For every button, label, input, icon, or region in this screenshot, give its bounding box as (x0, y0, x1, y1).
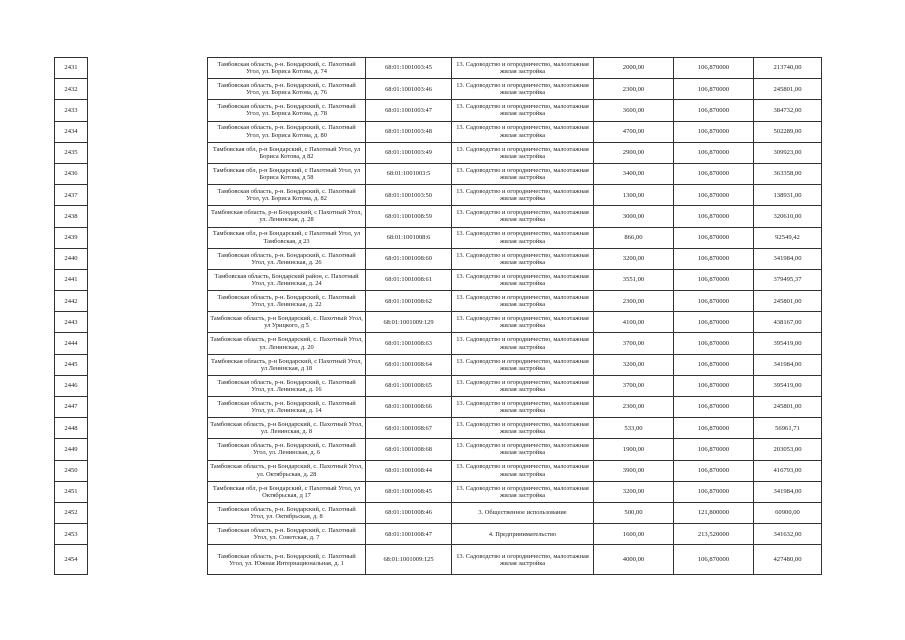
blank-column-cell (88, 524, 208, 545)
specific-value-cell: 106,870000 (674, 439, 754, 460)
area-cell: 4100,00 (594, 312, 674, 333)
table-row (55, 163, 822, 184)
table-row (55, 333, 822, 354)
cadastral-number-cell: 68:01:1001003:49 (366, 142, 452, 163)
specific-value-cell: 106,870000 (674, 545, 754, 575)
table-row (55, 312, 822, 333)
address-cell: Тамбовская область, р-н. Бондарский, с. Пахотный Угол, ул. Бориса Котова, д. 82 (208, 185, 366, 206)
cadastral-value-cell: 502289,00 (754, 121, 822, 142)
address-cell: Тамбовская область, р-н Бондарский, с Пахотный Угол, ул. Ленинская, д. 28 (208, 206, 366, 227)
row-number-cell: 2434 (55, 121, 88, 142)
row-number-cell: 2438 (55, 206, 88, 227)
address-cell: Тамбовская область, р-н. Бондарский, с. Пахотный Угол, ул. Бориса Котова, д. 76 (208, 79, 366, 100)
address-cell: Тамбовская обл, р-н Бондарский, с Пахотный Угол, ул Бориса Котова, д 82 (208, 142, 366, 163)
cadastral-number-cell: 68:01:1001008:6 (366, 227, 452, 248)
table-body (55, 58, 822, 575)
area-cell: 2300,00 (594, 291, 674, 312)
blank-column-cell (88, 439, 208, 460)
cadastral-value-cell: 309923,00 (754, 142, 822, 163)
address-cell: Тамбовская обл, р-н Бондарский, с Пахотный Угол, ул Тамбовская, д 23 (208, 227, 366, 248)
address-cell: Тамбовская область, р-н Бондарский, с. Пахотный Угол, ул. Ленинская, д. 8 (208, 418, 366, 439)
cadastral-number-cell: 68:01:1001003:5 (366, 163, 452, 184)
area-cell: 1900,00 (594, 439, 674, 460)
area-cell: 3900,00 (594, 460, 674, 481)
land-use-cell: 4. Предпринимательство (452, 524, 594, 545)
table-row (55, 185, 822, 206)
cadastral-number-cell: 68:01:1001008:65 (366, 375, 452, 396)
land-use-cell: 13. Садоводство и огородничество, малоэтажная жилая застройка (452, 206, 594, 227)
table-row (55, 524, 822, 545)
table-row (55, 291, 822, 312)
specific-value-cell: 106,870000 (674, 248, 754, 269)
area-cell: 1300,00 (594, 185, 674, 206)
specific-value-cell: 106,870000 (674, 291, 754, 312)
row-number-cell: 2451 (55, 481, 88, 502)
area-cell: 500,00 (594, 502, 674, 523)
blank-column-cell (88, 58, 208, 79)
cadastral-number-cell: 68:01:1001008:46 (366, 502, 452, 523)
address-cell: Тамбовская область, р-н. Бондарский, с. Пахотный Угол, ул. Советская, д. 7 (208, 524, 366, 545)
cadastral-value-cell: 56961,71 (754, 418, 822, 439)
row-number-cell: 2437 (55, 185, 88, 206)
table-row (55, 79, 822, 100)
land-use-cell: 13. Садоводство и огородничество, малоэтажная жилая застройка (452, 418, 594, 439)
land-use-cell: 13. Садоводство и огородничество, малоэтажная жилая застройка (452, 142, 594, 163)
address-cell: Тамбовская обл, р-н Бондарский, с Пахотный Угол, ул Октябрьская, д 17 (208, 481, 366, 502)
row-number-cell: 2447 (55, 397, 88, 418)
cadastral-value-cell: 60900,00 (754, 502, 822, 523)
row-number-cell: 2446 (55, 375, 88, 396)
cadastral-value-cell: 341984,00 (754, 248, 822, 269)
table-row (55, 354, 822, 375)
blank-column-cell (88, 545, 208, 575)
cadastral-value-cell: 379495,37 (754, 269, 822, 290)
address-cell: Тамбовская область, р-н Бондарский, с. Пахотный Угол, ул. Ленинская, д. 20 (208, 333, 366, 354)
address-cell: Тамбовская область, р-н. Бондарский, с. Пахотный Угол, ул. Ленинская, д. 26 (208, 248, 366, 269)
cadastral-value-cell: 341984,00 (754, 354, 822, 375)
cadastral-value-cell: 92549,42 (754, 227, 822, 248)
blank-column-cell (88, 100, 208, 121)
area-cell: 3400,00 (594, 163, 674, 184)
land-use-cell: 3. Общественное использование (452, 502, 594, 523)
address-cell: Тамбовская область, р-н. Бондарский, с. Пахотный Угол, ул. Октябрьская, д. 8 (208, 502, 366, 523)
blank-column-cell (88, 185, 208, 206)
cadastral-number-cell: 68:01:1001003:46 (366, 79, 452, 100)
cadastral-value-cell: 427480,00 (754, 545, 822, 575)
specific-value-cell: 106,870000 (674, 163, 754, 184)
row-number-cell: 2444 (55, 333, 88, 354)
land-use-cell: 13. Садоводство и огородничество, малоэтажная жилая застройка (452, 185, 594, 206)
row-number-cell: 2435 (55, 142, 88, 163)
land-use-cell: 13. Садоводство и огородничество, малоэтажная жилая застройка (452, 291, 594, 312)
blank-column-cell (88, 291, 208, 312)
area-cell: 3700,00 (594, 375, 674, 396)
area-cell: 4700,00 (594, 121, 674, 142)
table-row (55, 121, 822, 142)
area-cell: 2000,00 (594, 58, 674, 79)
area-cell: 3200,00 (594, 481, 674, 502)
land-cadastral-value-table (54, 57, 822, 575)
row-number-cell: 2440 (55, 248, 88, 269)
cadastral-number-cell: 68:01:1001008:68 (366, 439, 452, 460)
specific-value-cell: 106,870000 (674, 375, 754, 396)
cadastral-value-cell: 416793,00 (754, 460, 822, 481)
specific-value-cell: 106,870000 (674, 58, 754, 79)
land-use-cell: 13. Садоводство и огородничество, малоэтажная жилая застройка (452, 269, 594, 290)
table-row (55, 248, 822, 269)
specific-value-cell: 106,870000 (674, 79, 754, 100)
specific-value-cell: 106,870000 (674, 121, 754, 142)
row-number-cell: 2442 (55, 291, 88, 312)
cadastral-number-cell: 68:01:1001003:47 (366, 100, 452, 121)
cadastral-value-cell: 138931,00 (754, 185, 822, 206)
row-number-cell: 2452 (55, 502, 88, 523)
cadastral-value-cell: 395419,00 (754, 333, 822, 354)
cadastral-value-cell: 395419,00 (754, 375, 822, 396)
blank-column-cell (88, 502, 208, 523)
cadastral-number-cell: 68:01:1001008:44 (366, 460, 452, 481)
land-use-cell: 13. Садоводство и огородничество, малоэтажная жилая застройка (452, 481, 594, 502)
address-cell: Тамбовская область, р-н. Бондарский, с. Пахотный Угол, ул. Бориса Котова, д. 74 (208, 58, 366, 79)
cadastral-number-cell: 68:01:1001008:60 (366, 248, 452, 269)
land-use-cell: 13. Садоводство и огородничество, малоэтажная жилая застройка (452, 375, 594, 396)
cadastral-value-cell: 363358,00 (754, 163, 822, 184)
address-cell: Тамбовская область, р-н. Бондарский, с. Пахотный Угол, ул. Ленинская, д. 6 (208, 439, 366, 460)
blank-column-cell (88, 121, 208, 142)
address-cell: Тамбовская область, р-н. Бондарский, с. Пахотный Угол, ул. Ленинская, д. 16 (208, 375, 366, 396)
table-row (55, 397, 822, 418)
cadastral-number-cell: 68:01:1001008:63 (366, 333, 452, 354)
address-cell: Тамбовская область, р-н. Бондарский, с. Пахотный Угол, ул. Ленинская, д. 22 (208, 291, 366, 312)
cadastral-value-cell: 320610,00 (754, 206, 822, 227)
table-row (55, 502, 822, 523)
table-row (55, 142, 822, 163)
cadastral-number-cell: 68:01:1001008:67 (366, 418, 452, 439)
specific-value-cell: 106,870000 (674, 206, 754, 227)
cadastral-number-cell: 68:01:1001003:50 (366, 185, 452, 206)
row-number-cell: 2441 (55, 269, 88, 290)
land-use-cell: 13. Садоводство и огородничество, малоэтажная жилая застройка (452, 545, 594, 575)
cadastral-value-cell: 213740,00 (754, 58, 822, 79)
land-use-cell: 13. Садоводство и огородничество, малоэтажная жилая застройка (452, 227, 594, 248)
row-number-cell: 2448 (55, 418, 88, 439)
table-row (55, 269, 822, 290)
row-number-cell: 2431 (55, 58, 88, 79)
cadastral-value-cell: 245801,00 (754, 291, 822, 312)
cadastral-value-cell: 245801,00 (754, 397, 822, 418)
row-number-cell: 2453 (55, 524, 88, 545)
area-cell: 3700,00 (594, 333, 674, 354)
row-number-cell: 2432 (55, 79, 88, 100)
specific-value-cell: 106,870000 (674, 185, 754, 206)
address-cell: Тамбовская область, р-н. Бондарский, с. Пахотный Угол, ул. Бориса Котова, д. 80 (208, 121, 366, 142)
specific-value-cell: 213,520000 (674, 524, 754, 545)
specific-value-cell: 106,870000 (674, 460, 754, 481)
blank-column-cell (88, 460, 208, 481)
specific-value-cell: 106,870000 (674, 418, 754, 439)
land-use-cell: 13. Садоводство и огородничество, малоэтажная жилая застройка (452, 163, 594, 184)
table-row (55, 481, 822, 502)
table-row (55, 206, 822, 227)
row-number-cell: 2449 (55, 439, 88, 460)
table-row (55, 100, 822, 121)
cadastral-value-cell: 438167,00 (754, 312, 822, 333)
address-cell: Тамбовская область, р-н. Бондарский, с. Пахотный Угол, ул. Ленинская, д. 14 (208, 397, 366, 418)
area-cell: 533,00 (594, 418, 674, 439)
address-cell: Тамбовская область, р-н Бондарский, с Пахотный Угол, ул Ленинская, д 18 (208, 354, 366, 375)
blank-column-cell (88, 375, 208, 396)
cadastral-value-cell: 341984,00 (754, 481, 822, 502)
address-cell: Тамбовская область, р-н Бондарский, с. Пахотный Угол, ул Урицкого, д 5 (208, 312, 366, 333)
land-use-cell: 13. Садоводство и огородничество, малоэтажная жилая застройка (452, 79, 594, 100)
area-cell: 866,00 (594, 227, 674, 248)
blank-column-cell (88, 312, 208, 333)
area-cell: 2900,00 (594, 142, 674, 163)
area-cell: 1600,00 (594, 524, 674, 545)
table-row (55, 545, 822, 575)
cadastral-value-cell: 384732,00 (754, 100, 822, 121)
address-cell: Тамбовская область, р-н Бондарский, с. Пахотный Угол, ул. Октябрьская, д. 28 (208, 460, 366, 481)
land-use-cell: 13. Садоводство и огородничество, малоэтажная жилая застройка (452, 100, 594, 121)
blank-column-cell (88, 206, 208, 227)
row-number-cell: 2436 (55, 163, 88, 184)
land-use-cell: 13. Садоводство и огородничество, малоэтажная жилая застройка (452, 248, 594, 269)
cadastral-number-cell: 68:01:1001008:59 (366, 206, 452, 227)
land-use-cell: 13. Садоводство и огородничество, малоэтажная жилая застройка (452, 439, 594, 460)
blank-column-cell (88, 142, 208, 163)
address-cell: Тамбовская обл, р-н Бондарский, с Пахотный Угол, ул Бориса Котова, д 58 (208, 163, 366, 184)
cadastral-number-cell: 68:01:1001009:125 (366, 545, 452, 575)
land-use-cell: 13. Садоводство и огородничество, малоэтажная жилая застройка (452, 460, 594, 481)
specific-value-cell: 106,870000 (674, 100, 754, 121)
area-cell: 2300,00 (594, 397, 674, 418)
land-use-cell: 13. Садоводство и огородничество, малоэтажная жилая застройка (452, 397, 594, 418)
address-cell: Тамбовская область, р-н. Бондарский, с. Пахотный Угол, ул. Южная Интернациональная, д. 1 (208, 545, 366, 575)
area-cell: 4000,00 (594, 545, 674, 575)
cadastral-number-cell: 68:01:1001008:47 (366, 524, 452, 545)
blank-column-cell (88, 163, 208, 184)
blank-column-cell (88, 481, 208, 502)
cadastral-number-cell: 68:01:1001003:45 (366, 58, 452, 79)
land-use-cell: 13. Садоводство и огородничество, малоэтажная жилая застройка (452, 58, 594, 79)
specific-value-cell: 106,870000 (674, 397, 754, 418)
blank-column-cell (88, 269, 208, 290)
blank-column-cell (88, 79, 208, 100)
specific-value-cell: 106,870000 (674, 269, 754, 290)
specific-value-cell: 106,870000 (674, 481, 754, 502)
specific-value-cell: 106,870000 (674, 312, 754, 333)
cadastral-value-cell: 245801,00 (754, 79, 822, 100)
blank-column-cell (88, 248, 208, 269)
cadastral-number-cell: 68:01:1001008:61 (366, 269, 452, 290)
blank-column-cell (88, 333, 208, 354)
row-number-cell: 2443 (55, 312, 88, 333)
table-row (55, 58, 822, 79)
cadastral-value-cell: 341632,00 (754, 524, 822, 545)
cadastral-number-cell: 68:01:1001003:48 (366, 121, 452, 142)
area-cell: 3600,00 (594, 100, 674, 121)
table-row (55, 375, 822, 396)
land-use-cell: 13. Садоводство и огородничество, малоэтажная жилая застройка (452, 312, 594, 333)
cadastral-number-cell: 68:01:1001008:64 (366, 354, 452, 375)
specific-value-cell: 106,870000 (674, 227, 754, 248)
blank-column-cell (88, 397, 208, 418)
address-cell: Тамбовская область, р-н. Бондарский, с. Пахотный Угол, ул. Бориса Котова, д. 78 (208, 100, 366, 121)
area-cell: 3551,00 (594, 269, 674, 290)
blank-column-cell (88, 227, 208, 248)
blank-column-cell (88, 418, 208, 439)
land-use-cell: 13. Садоводство и огородничество, малоэтажная жилая застройка (452, 121, 594, 142)
specific-value-cell: 106,870000 (674, 333, 754, 354)
table-row (55, 439, 822, 460)
table-row (55, 418, 822, 439)
area-cell: 3000,00 (594, 206, 674, 227)
area-cell: 3200,00 (594, 354, 674, 375)
address-cell: Тамбовская область, Бондарский район, с. Пахотный Угол, ул. Ленинская, д. 24 (208, 269, 366, 290)
area-cell: 3200,00 (594, 248, 674, 269)
row-number-cell: 2433 (55, 100, 88, 121)
land-use-cell: 13. Садоводство и огородничество, малоэтажная жилая застройка (452, 333, 594, 354)
row-number-cell: 2450 (55, 460, 88, 481)
cadastral-number-cell: 68:01:1001008:45 (366, 481, 452, 502)
cadastral-number-cell: 68:01:1001008:66 (366, 397, 452, 418)
specific-value-cell: 106,870000 (674, 354, 754, 375)
area-cell: 2300,00 (594, 79, 674, 100)
cadastral-number-cell: 68:01:1001009:129 (366, 312, 452, 333)
cadastral-number-cell: 68:01:1001008:62 (366, 291, 452, 312)
row-number-cell: 2439 (55, 227, 88, 248)
table-row (55, 460, 822, 481)
blank-column-cell (88, 354, 208, 375)
row-number-cell: 2454 (55, 545, 88, 575)
cadastral-value-cell: 203053,00 (754, 439, 822, 460)
table-row (55, 227, 822, 248)
land-use-cell: 13. Садоводство и огородничество, малоэтажная жилая застройка (452, 354, 594, 375)
specific-value-cell: 121,800000 (674, 502, 754, 523)
specific-value-cell: 106,870000 (674, 142, 754, 163)
row-number-cell: 2445 (55, 354, 88, 375)
